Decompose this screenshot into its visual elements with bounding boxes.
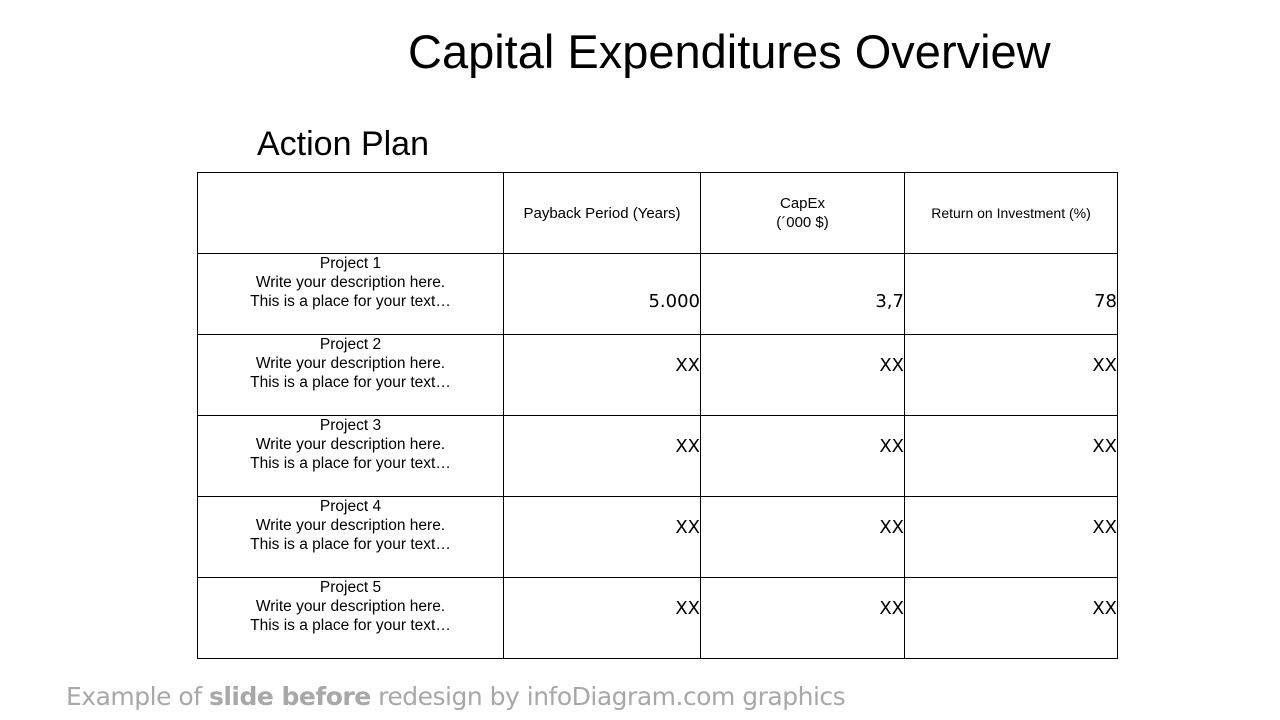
project-name: Project 4 (319, 498, 382, 515)
capex-table (197, 172, 1118, 659)
project-description-cell (198, 416, 504, 497)
project-description-cell (198, 335, 504, 416)
capex-value: XX (701, 335, 905, 416)
section-heading: Action Plan (257, 125, 429, 163)
project-name: Project 5 (319, 579, 382, 596)
capex-value: 3,7 (701, 254, 905, 335)
project-description-line: Write your description here. (255, 274, 446, 291)
header-roi: Return on Investment (%) (905, 173, 1118, 254)
payback-value: XX (504, 578, 701, 659)
project-description-line: This is a place for your text… (250, 374, 451, 391)
footer-suffix: redesign by infoDiagram.com graphics (370, 682, 846, 711)
project-description-line: This is a place for your text… (250, 455, 451, 472)
header-payback-period: Payback Period (Years) (504, 173, 701, 254)
header-capex-unit: (´000 $) (776, 214, 829, 231)
project-name: Project 3 (319, 417, 382, 434)
footer-bold: slide before (208, 682, 371, 711)
project-name: Project 2 (319, 336, 382, 353)
capex-value: XX (701, 416, 905, 497)
header-description (198, 173, 504, 254)
roi-value: XX (905, 578, 1118, 659)
project-description-line: This is a place for your text… (250, 536, 451, 553)
roi-value: XX (905, 416, 1118, 497)
project-description-line: Write your description here. (255, 517, 446, 534)
project-description-line: This is a place for your text… (250, 293, 451, 310)
project-description-line: Write your description here. (255, 436, 446, 453)
capex-value: XX (701, 578, 905, 659)
payback-value: XX (504, 335, 701, 416)
capex-value: XX (701, 497, 905, 578)
project-description-cell (198, 497, 504, 578)
roi-value: 78 (905, 254, 1118, 335)
table-header-row (198, 173, 1118, 254)
project-description-line: Write your description here. (255, 598, 446, 615)
footer-caption (66, 682, 845, 712)
project-description-line: This is a place for your text… (250, 617, 451, 634)
footer-prefix: Example of (66, 682, 209, 711)
payback-value: XX (504, 497, 701, 578)
header-capex (701, 173, 905, 254)
project-description-line: Write your description here. (255, 355, 446, 372)
table-row (198, 335, 1118, 416)
project-description-cell (198, 578, 504, 659)
slide-title: Capital Expenditures Overview (408, 25, 1051, 78)
table-row (198, 254, 1118, 335)
table-row (198, 578, 1118, 659)
roi-value: XX (905, 335, 1118, 416)
payback-value: XX (504, 416, 701, 497)
header-capex-label: CapEx (779, 195, 826, 212)
payback-value: 5.000 (504, 254, 701, 335)
project-name: Project 1 (319, 255, 382, 272)
roi-value: XX (905, 497, 1118, 578)
project-description-cell (198, 254, 504, 335)
table-row (198, 416, 1118, 497)
table-row (198, 497, 1118, 578)
